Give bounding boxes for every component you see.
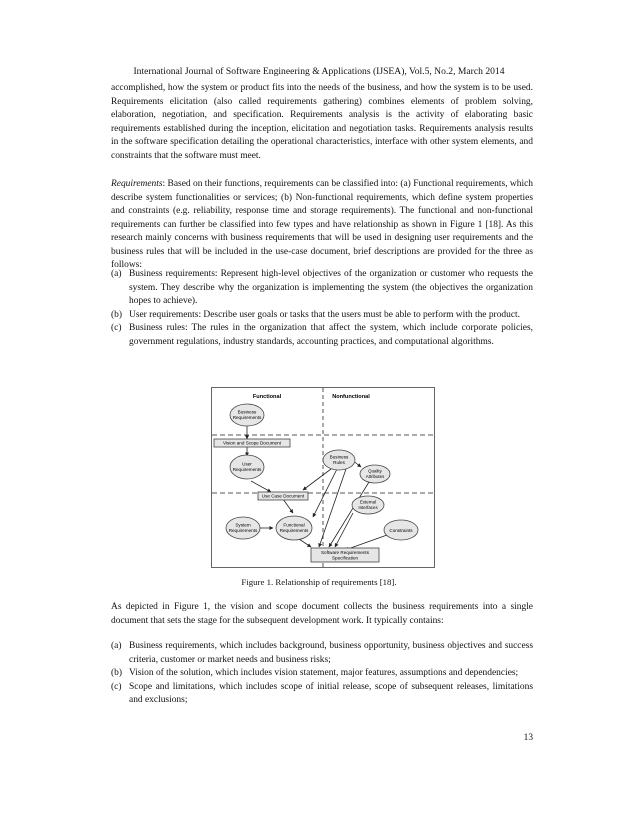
node-label: Requirements — [279, 528, 309, 533]
node-label: User — [242, 461, 252, 467]
node-label: Constraints — [389, 528, 413, 533]
figure-caption: Figure 1. Relationship of requirements [18]. — [241, 577, 397, 587]
node-label: External — [359, 499, 377, 505]
node-label: Rules — [333, 460, 345, 465]
node-label: Business — [329, 454, 349, 460]
node-label: Functional — [283, 522, 305, 528]
node-label: Specification — [331, 555, 359, 561]
list-item — [111, 268, 533, 309]
list-item-text: Vision of the solution, which includes vision statement, major features, assumptions and dependencies; — [129, 668, 519, 679]
list-item — [111, 667, 533, 681]
node-label: Attributes — [365, 474, 385, 479]
list-marker: (c) — [111, 323, 122, 334]
list-item-text: Business rules: The rules in the organization that affect the system, which include corporate policies, government regulations, industry standards, accounting practices, and computational algorithms. — [129, 323, 533, 347]
list-item-text: Business requirements: Represent high-level objectives of the organization or customer who requests the system. They describe why the organization is implementing the system (the objectives the organization hopes to achieve). — [129, 269, 533, 307]
node-label: Requirements — [232, 467, 262, 472]
node-label: Requirements — [232, 415, 262, 420]
list-item-text: User requirements: Describe user goals or tasks that the users must be able to perform with the product. — [129, 309, 521, 320]
paragraph-body: : Based on their functions, requirements can be classified into: (a) Functional requirements, which describe system functionalities or services; (b) Non-functional requirements, which define system properties and constraints (e.g. reliability, response time and storage requirements). The functional and non-functional requirements can further be classified into few types and have relationship as shown in Figure 1 [18]. As this research mainly concerns with business requirements that will be used in designing user requirements and the business rules that will be included in the use-case document, brief descriptions are provided for the three as follows: — [111, 179, 533, 271]
node-label: Business — [237, 409, 257, 415]
list-marker: (b) — [111, 668, 123, 679]
paragraph-lead: Requirements — [111, 179, 163, 189]
list-item — [111, 309, 533, 323]
paragraph-requirements — [111, 178, 533, 273]
list-marker: (a) — [111, 641, 122, 651]
node-label: Interfaces — [358, 505, 378, 510]
vision-contents-list — [111, 640, 533, 708]
list-marker: (a) — [111, 269, 122, 279]
node-label: Quality — [368, 468, 382, 474]
list-item — [111, 681, 533, 708]
list-item-text: Business requirements, which includes background, business opportunity, business objectives and success criteria, customer or market needs and business risks; — [129, 641, 533, 665]
running-header: International Journal of Software Engineering & Applications (IJSEA), Vol.5, No.2, March 2014 — [133, 66, 505, 77]
node-label: Use Case Document — [261, 493, 305, 499]
list-item — [111, 322, 533, 349]
list-item-text: Scope and limitations, which includes scope of initial release, scope of subsequent releases, limitations and exclusions; — [129, 681, 533, 706]
list-item — [111, 640, 533, 667]
paragraph-vision-scope: As depicted in Figure 1, the vision and scope document collects the business requirements into a single document that sets the stage for the subsequent development work. It typically contains: — [111, 602, 533, 626]
requirements-list — [111, 268, 533, 349]
node-label: Vision and Scope Document — [223, 440, 281, 446]
list-marker: (c) — [111, 681, 122, 692]
node-label: Software Requirements — [320, 550, 370, 555]
page-number: 13 — [523, 733, 533, 743]
node-label: System — [235, 522, 251, 528]
requirements-relationship-figure — [211, 387, 435, 568]
column-title-functional: Functional — [252, 394, 282, 400]
list-marker: (b) — [111, 309, 123, 320]
column-title-nonfunctional: Nonfunctional — [332, 394, 370, 400]
node-label: Requirements — [228, 528, 258, 533]
paragraph-intro: accomplished, how the system or product fits into the needs of the business, and how the system is to be used. Requirements elicitation (also called requirements gathering) combines elements of problem solving, elaboration, negotiation, and specification. Requirements analysis is the activity of elaborating basic requirements established during the inception, elicitation and negotiation tasks. Requirements analysis results in the software specification detailing the operational characteristics, interface with other system elements, and constraints that the software must meet. — [111, 83, 533, 161]
